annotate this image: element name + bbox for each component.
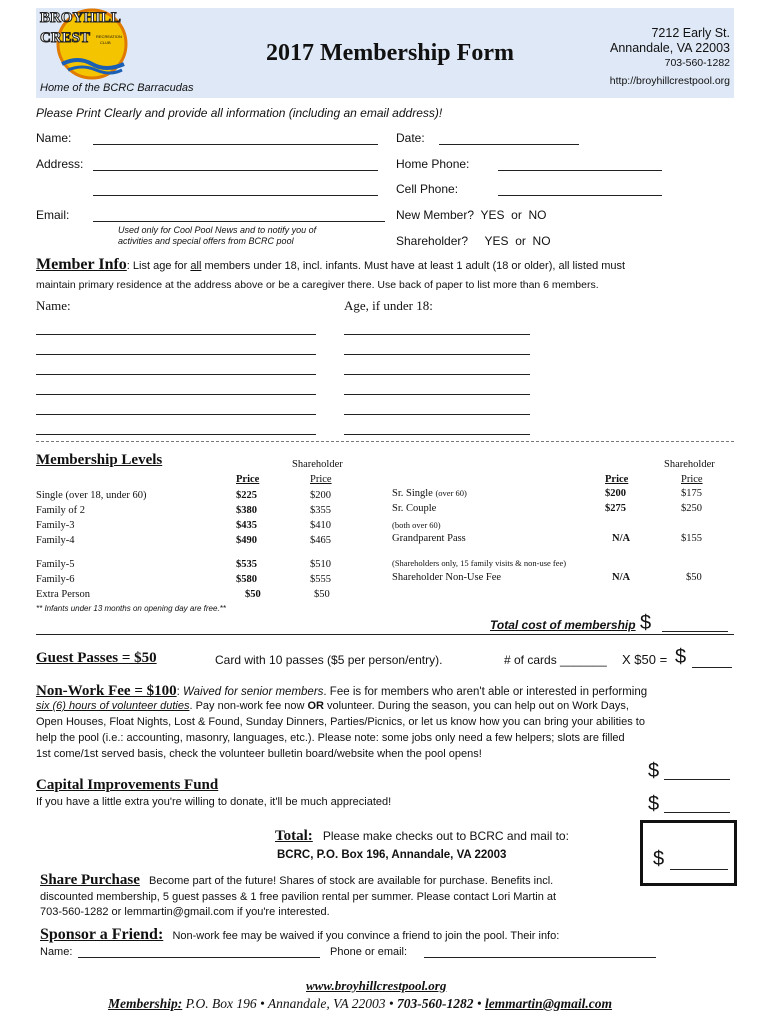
member-age-field-6[interactable] (344, 434, 530, 435)
level-grandparent-label: Grandparent Pass (392, 533, 466, 544)
level-grandparent-price: N/A (612, 533, 631, 544)
name-field[interactable] (93, 144, 378, 145)
total-box-dollar: $ (653, 848, 665, 870)
address-field-1[interactable] (93, 170, 378, 171)
share-text1: Become part of the future! Shares of stock are available for purchase. Benefits incl. (149, 875, 554, 887)
header-address2: Annandale, VA 22003 (609, 41, 730, 55)
member-name-field-3[interactable] (36, 374, 316, 375)
level-grandparent-sh: $155 (681, 533, 702, 544)
guest-cards-label: # of cards _______ (504, 653, 607, 667)
total-text: Please make checks out to BCRC and mail to: (322, 829, 569, 843)
footer-membership-label: Membership: (108, 996, 183, 1011)
total-address: BCRC, P.O. Box 196, Annandale, VA 22003 (277, 849, 507, 861)
guest-heading: Guest Passes = $50 (36, 650, 157, 666)
sponsor-phone-field[interactable] (424, 957, 656, 958)
intro-text: Please Print Clearly and provide all information (including an email address)! (36, 106, 443, 120)
logo-line1: BROYHILL (40, 10, 121, 26)
total-cost-row (490, 612, 651, 635)
shareholder-label: Shareholder? (396, 234, 469, 248)
levels-right-price-hdr: Price (605, 474, 629, 485)
logo-small1: RECREATION (96, 34, 122, 39)
date-field[interactable] (439, 144, 579, 145)
member-info-line2: maintain primary residence at the address above or be a caregiver there. Use back of paper to list more than 6 members. (36, 279, 599, 291)
levels-left-labels-2 (36, 557, 90, 602)
page-title: 2017 Membership Form (266, 40, 514, 66)
sponsor-phone-label: Phone or email: (330, 946, 408, 958)
member-name-col-label: Name: (36, 298, 71, 313)
sponsor-heading: Sponsor a Friend: (40, 926, 164, 943)
email-field[interactable] (93, 221, 385, 222)
capital-amount-field[interactable] (664, 812, 730, 813)
nonwork-amount-field[interactable] (664, 779, 730, 780)
level-sr-single-sh: $175 (681, 488, 702, 499)
nonwork-waived: Waived for senior members (183, 686, 324, 698)
address-field-2[interactable] (93, 195, 378, 196)
level-family3-price: $435 (236, 520, 257, 531)
levels-left-prices (236, 488, 257, 548)
nonwork-heading: Non-Work Fee = $100 (36, 683, 177, 699)
address-label: Address: (36, 157, 84, 171)
total-cost-label: Total cost of membership (490, 618, 636, 632)
level-sr-couple-sh: $250 (681, 503, 702, 514)
share-line3: 703-560-1282 or lemmartin@gmail.com if you're interested. (40, 906, 330, 918)
nonwork-line2 (36, 700, 629, 712)
share-line1 (40, 872, 553, 889)
new-member-no[interactable]: NO (528, 208, 547, 222)
footer-address: P.O. Box 196 • Annandale, VA 22003 • (182, 996, 397, 1011)
levels-left-sh-prices (310, 488, 331, 548)
level-single-price: $225 (236, 490, 257, 501)
level-family4-sh: $465 (310, 535, 331, 546)
capital-text: If you have a little extra you're willing to donate, it'll be much appreciated! (36, 796, 392, 808)
level-family6-sh: $555 (310, 574, 331, 585)
nonwork-line1: Non-Work Fee = $100: Waived for senior members. Fee is for members who aren't able or interested in performing (36, 683, 648, 699)
nonwork-text2b: volunteer. During the season, you can help out on Work Days, (323, 700, 629, 712)
levels-left-price-hdr: Price (236, 474, 260, 485)
levels-right-sh-price-hdr: Price (681, 474, 703, 485)
level-family5-sh: $510 (310, 559, 331, 570)
total-row (275, 828, 569, 845)
level-family6-label: Family-6 (36, 574, 75, 585)
member-name-field-5[interactable] (36, 414, 316, 415)
tagline: Home of the BCRC Barracudas (40, 82, 194, 94)
level-family3-label: Family-3 (36, 520, 75, 531)
sponsor-text: Non-work fee may be waived if you convince a friend to join the pool. Their info: (172, 930, 560, 942)
level-sr-single-note: (over 60) (435, 488, 467, 498)
member-name-field-1[interactable] (36, 334, 316, 335)
nonwork-line3: Open Houses, Float Nights, Lost & Found, Sunday Dinners, Parties/Picnics, or let us know how you can bring your abilities to (36, 716, 645, 728)
email-note-1: Used only for Cool Pool News and to notify you of (118, 225, 317, 235)
footer-url[interactable]: www.broyhillcrestpool.org (306, 978, 447, 993)
level-nonuse-label: Shareholder Non-Use Fee (392, 572, 502, 583)
guest-dollar: $ (675, 646, 687, 668)
level-sr-single-label: Sr. Single (392, 488, 433, 499)
date-label: Date: (396, 131, 425, 145)
total-box-field (670, 869, 728, 870)
member-info-text1a: : List age for (126, 260, 191, 272)
level-family4-price: $490 (236, 535, 257, 546)
levels-bottom-rule (36, 634, 734, 635)
shareholder-row (396, 234, 551, 248)
member-age-field-5[interactable] (344, 414, 530, 415)
member-name-field-2[interactable] (36, 354, 316, 355)
email-note-2: activities and special offers from BCRC pool (118, 236, 294, 246)
levels-divider (36, 441, 734, 442)
guest-text: Card with 10 passes ($5 per person/entry). (215, 653, 443, 667)
member-age-field-1[interactable] (344, 334, 530, 335)
shareholder-no[interactable]: NO (532, 234, 551, 248)
share-line2: discounted membership, 5 guest passes & 1 free pavilion rental per summer. Please contact Lori Martin at (40, 891, 557, 903)
nonwork-line4: help the pool (i.e.: accounting, masonry, languages, etc.). Please note: some jobs only need a few helpers; slots are filled (36, 732, 625, 744)
level-sr-single (392, 488, 467, 499)
sponsor-name-field[interactable] (78, 957, 320, 958)
level-sr-single-price: $200 (605, 488, 626, 499)
level-single-sh: $200 (310, 490, 331, 501)
footer-line (108, 996, 612, 1012)
nonwork-dollar: $ (648, 760, 660, 782)
cell-phone-label: Cell Phone: (396, 182, 459, 196)
logo-line2: CREST (40, 30, 91, 46)
nonwork-text2a: . Pay non-work fee now (189, 700, 308, 712)
home-phone-field[interactable] (498, 170, 662, 171)
level-family5-label: Family-5 (36, 559, 75, 570)
total-cost-field[interactable] (662, 631, 728, 632)
total-label: Total: (275, 828, 313, 844)
member-info-text1b: members under 18, incl. infants. Must have at least 1 adult (18 or older), all listed must (201, 260, 626, 272)
home-phone-label: Home Phone: (396, 157, 470, 171)
guest-times-label: X $50 = (622, 652, 668, 667)
level-single-label: Single (over 18, under 60) (36, 490, 147, 501)
nonwork-six: six (6) hours of volunteer duties (36, 700, 190, 712)
levels-right-sh-hdr: Shareholder (664, 459, 715, 470)
share-heading: Share Purchase (40, 872, 140, 888)
member-info-all: all (190, 260, 202, 272)
level-nonuse-note: (Shareholders only, 15 family visits & non-use fee) (392, 558, 567, 568)
new-member-row (396, 208, 547, 222)
footer-phone: 703-560-1282 (396, 996, 474, 1011)
levels-left-labels (36, 488, 147, 548)
nonwork-or: OR (307, 700, 324, 712)
nonwork-line5: 1st come/1st served basis, check the volunteer bulletin board/website when the pool opens! (36, 748, 482, 760)
member-age-field-3[interactable] (344, 374, 530, 375)
level-family4-label: Family-4 (36, 535, 75, 546)
header-phone: 703-560-1282 (664, 57, 730, 69)
member-info-heading: Member Info (36, 256, 127, 273)
new-member-or: or (511, 208, 522, 222)
level-family5-price: $535 (236, 559, 257, 570)
guest-amount-field[interactable] (692, 667, 732, 668)
level-extra-label: Extra Person (36, 589, 90, 600)
member-age-col-label: Age, if under 18: (344, 298, 433, 313)
level-family2-sh: $355 (310, 505, 331, 516)
footer-bullet: • (473, 996, 485, 1011)
nonwork-text1: . Fee is for members who aren't able or interested in performing (323, 686, 648, 698)
new-member-yes[interactable]: YES (480, 208, 505, 222)
infant-note: ** Infants under 13 months on opening day are free.** (36, 604, 226, 613)
header-address1: 7212 Early St. (651, 26, 730, 40)
logo (38, 8, 128, 80)
level-family2-label: Family of 2 (36, 505, 85, 516)
sponsor-line1 (40, 926, 559, 944)
footer-email[interactable]: lemmartin@gmail.com (484, 996, 613, 1011)
level-family6-price: $580 (236, 574, 257, 585)
levels-left-sh-price-hdr: Price (310, 474, 332, 485)
level-extra-sh: $50 (314, 589, 330, 600)
levels-left-prices-2 (236, 557, 261, 602)
header-url[interactable]: http://broyhillcrestpool.org (609, 75, 730, 87)
member-age-field-4[interactable] (344, 394, 530, 395)
level-family3-sh: $410 (310, 520, 331, 531)
capital-heading: Capital Improvements Fund (36, 777, 219, 793)
level-sr-couple-label: Sr. Couple (392, 503, 437, 514)
levels-left-sh-hdr: Shareholder (292, 459, 343, 470)
level-sr-couple-price: $275 (605, 503, 626, 514)
name-label: Name: (36, 131, 72, 145)
level-nonuse-sh: $50 (686, 572, 702, 583)
cell-phone-field[interactable] (498, 195, 662, 196)
shareholder-yes[interactable]: YES (484, 234, 509, 248)
sponsor-name-label: Name: (40, 946, 73, 958)
member-age-field-2[interactable] (344, 354, 530, 355)
level-family2-price: $380 (236, 505, 257, 516)
total-box[interactable] (640, 820, 737, 886)
total-cost-dollar: $ (640, 612, 652, 634)
capital-dollar: $ (648, 793, 660, 815)
level-sr-couple-note: (both over 60) (392, 520, 441, 530)
member-info-line1 (36, 256, 625, 274)
levels-heading: Membership Levels (36, 452, 163, 468)
member-name-field-6[interactable] (36, 434, 316, 435)
level-extra-price: $50 (245, 589, 261, 600)
logo-small2: CLUB (100, 40, 111, 45)
member-name-field-4[interactable] (36, 394, 316, 395)
levels-left-sh-prices-2 (310, 557, 331, 602)
email-label: Email: (36, 208, 70, 222)
new-member-label: New Member? (396, 208, 475, 222)
shareholder-or: or (515, 234, 526, 248)
level-nonuse-price: N/A (612, 572, 631, 583)
